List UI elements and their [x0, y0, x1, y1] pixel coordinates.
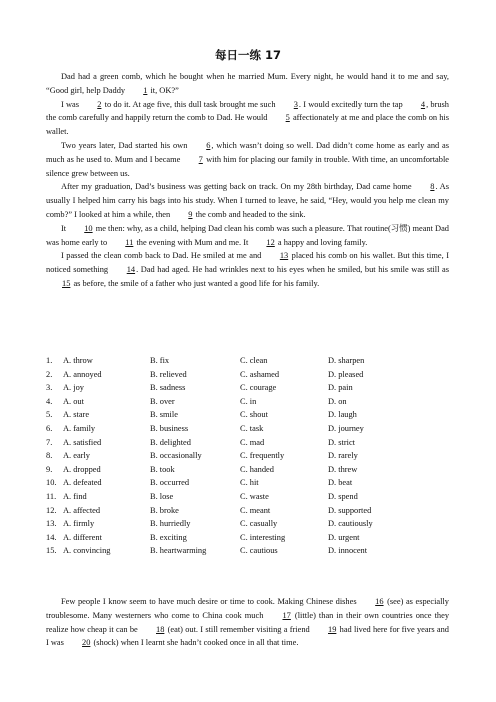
option-b: B. occurred — [150, 478, 190, 488]
option-b: B. smile — [150, 410, 178, 420]
paragraph — [46, 180, 449, 221]
option-d: D. cautiously — [328, 519, 373, 529]
option-d: D. innocent — [328, 546, 368, 556]
passage-text: a happy and loving family. — [275, 237, 368, 247]
passage-text: it, OK?” — [148, 85, 179, 95]
question-number: 1. — [46, 356, 53, 365]
option-c: C. task — [240, 423, 264, 433]
blank-number: 4 — [420, 99, 426, 109]
question-number: 13. — [46, 519, 57, 529]
option-row — [46, 408, 449, 422]
passage-text: , brush the comb carefully and happily return the comb to Dad. He would — [46, 99, 449, 123]
passage-text: . I would excitedly turn the tap — [298, 99, 405, 109]
option-d: D. journey — [328, 423, 364, 433]
option-d: D. supported — [328, 505, 372, 515]
passage-text: , which wasn’t doing so well. Dad didn’t come home as early and as much as he used to. Mum and I became — [46, 140, 449, 164]
blank-number: 5 — [285, 113, 290, 123]
option-row — [46, 504, 449, 518]
blank-number: 16 — [375, 597, 384, 606]
question-number: 6. — [46, 423, 53, 433]
option-b: B. sadness — [150, 383, 186, 393]
question-number: 5. — [46, 410, 53, 420]
question-number: 7. — [46, 437, 53, 447]
blank-number: 19 — [328, 624, 337, 634]
blank-number: 14 — [126, 265, 136, 275]
option-b: B. occasionally — [150, 451, 202, 461]
option-c: C. frequently — [240, 451, 285, 461]
blank-number: 18 — [156, 624, 165, 634]
option-c: C. courage — [240, 383, 277, 393]
option-a: A. dropped — [63, 464, 101, 474]
blank-number: 7 — [198, 154, 203, 164]
option-row — [46, 531, 449, 545]
question-number: 8. — [46, 451, 53, 461]
option-c: C. mad — [240, 437, 265, 447]
question-number: 10. — [46, 478, 57, 488]
option-a: A. throw — [63, 356, 93, 365]
paragraph — [46, 70, 449, 98]
option-c: C. waste — [240, 491, 269, 501]
option-row — [46, 517, 449, 531]
blank-number: 10 — [84, 223, 93, 233]
passage-text: Few people I know seem to have much desire or time to cook. Making Chinese dishes — [61, 597, 360, 606]
passage-text: After my graduation, Dad’s business was getting back on track. On my 28th birthday, Dad came home — [61, 182, 415, 192]
passage-text: (little) than in their own countries once they realize how cheap it can be — [46, 610, 450, 634]
option-row — [46, 463, 449, 477]
option-a: A. family — [63, 423, 96, 433]
blank-number: 8 — [430, 182, 435, 192]
option-row — [46, 354, 449, 368]
option-a: A. firmly — [63, 519, 95, 529]
option-row — [46, 449, 449, 463]
question-number: 4. — [46, 396, 53, 406]
option-d: D. beat — [328, 478, 353, 488]
option-b: B. relieved — [150, 369, 187, 379]
option-a: A. affected — [63, 505, 101, 515]
option-b: B. delighted — [150, 437, 191, 447]
passage-text: as before, the smile of a father who just wanted a good life for his family. — [71, 278, 320, 288]
blank-number: 17 — [282, 610, 291, 620]
paragraph — [46, 249, 449, 290]
option-a: A. joy — [63, 383, 84, 393]
paragraph — [46, 595, 449, 650]
paragraph — [46, 98, 449, 139]
blank-number: 3 — [293, 99, 298, 109]
option-c: C. casually — [240, 519, 278, 529]
option-c: C. handed — [240, 464, 274, 474]
option-row — [46, 476, 449, 490]
option-d: D. pain — [328, 383, 353, 393]
passage-text: to do it. At age five, this dull task brought me such — [102, 99, 278, 109]
option-c: C. clean — [240, 356, 268, 365]
option-a: A. annoyed — [63, 369, 102, 379]
passage-text: with him for placing our family in trouble. With time, an uncomfortable silence grew between us. — [46, 154, 449, 178]
option-b: B. took — [150, 464, 175, 474]
option-c: C. cautious — [240, 546, 278, 556]
passage-text: me then: why, as a child, helping Dad clean his comb was such a pleasure. That routine(习惯) meant Dad was home early to — [46, 223, 449, 247]
question-number: 12. — [46, 505, 57, 515]
option-row — [46, 422, 449, 436]
passage-text: I passed the clean comb back to Dad. He smiled at me and — [61, 251, 264, 261]
option-c: C. hit — [240, 478, 259, 488]
option-c: C. ashamed — [240, 369, 280, 379]
option-b: B. exciting — [150, 532, 187, 542]
passage-text: I was — [61, 99, 82, 109]
passage-text: (shock) when I learnt she hadn’t cooked once in all that time. — [91, 638, 299, 648]
option-d: D. on — [328, 396, 347, 406]
paragraph — [46, 139, 449, 180]
option-a: A. out — [63, 396, 84, 406]
option-a: A. defeated — [63, 478, 102, 488]
grammar-fill-passage — [46, 595, 449, 650]
option-d: D. laugh — [328, 410, 357, 420]
question-number: 3. — [46, 383, 53, 393]
option-d: D. strict — [328, 437, 355, 447]
question-number: 11. — [46, 491, 57, 501]
option-d: D. rarely — [328, 451, 358, 461]
option-d: D. pleased — [328, 369, 364, 379]
option-c: C. meant — [240, 505, 271, 515]
blank-number: 2 — [97, 99, 102, 109]
option-b: B. business — [150, 423, 189, 433]
option-a: A. find — [63, 491, 87, 501]
passage-text: . Dad had aged. He had wrinkles next to his eyes when he smiled, but his smile was still as — [136, 265, 449, 275]
passage-text: . As usually I helped him carry his bags into his study. When I turned to leave, he said, “Hey, would you help me clean my comb?” I looked at him a while, then — [46, 182, 449, 219]
question-number: 9. — [46, 464, 53, 474]
question-number: 14. — [46, 532, 57, 542]
passage-text: the evening with Mum and me. It — [134, 237, 251, 247]
passage-text: Two years later, Dad started his own — [61, 140, 191, 150]
paragraph — [46, 222, 449, 250]
option-row — [46, 436, 449, 450]
option-a: A. early — [63, 451, 90, 461]
option-d: D. sharpen — [328, 356, 365, 365]
option-d: D. spend — [328, 491, 358, 501]
cloze-passage-1 — [46, 70, 449, 291]
blank-number: 13 — [279, 251, 289, 261]
option-b: B. broke — [150, 505, 179, 515]
option-row — [46, 395, 449, 409]
option-a: A. stare — [63, 410, 90, 420]
option-a: A. different — [63, 532, 102, 542]
option-row — [46, 490, 449, 504]
option-c: C. shout — [240, 410, 268, 420]
options-table — [46, 354, 449, 558]
blank-number: 1 — [143, 85, 148, 95]
option-b: B. fix — [150, 356, 170, 365]
option-c: C. interesting — [240, 532, 286, 542]
option-b: B. heartwarming — [150, 546, 207, 556]
option-b: B. over — [150, 396, 175, 406]
option-a: A. satisfied — [63, 437, 102, 447]
passage-text: placed his comb on his wallet. But this time, I noticed something — [46, 251, 449, 275]
option-row — [46, 368, 449, 382]
question-number: 2. — [46, 369, 53, 379]
blank-number: 20 — [82, 638, 91, 648]
passage-text: affectionately at me and place the comb on his wallet. — [46, 113, 449, 137]
passage-text: the comb and headed to the sink. — [193, 209, 306, 219]
option-a: A. convincing — [63, 546, 111, 556]
option-b: B. lose — [150, 491, 174, 501]
blank-number: 9 — [188, 209, 193, 219]
blank-number: 11 — [125, 237, 134, 247]
option-d: D. threw — [328, 464, 358, 474]
blank-number: 15 — [62, 278, 71, 288]
blank-number: 6 — [206, 140, 211, 150]
passage-text: Dad had a green comb, which he bought when he married Mum. Every night, he would hand it to me and say, “Good girl, help Daddy — [46, 72, 449, 95]
passage-text: (see) as especially troublesome. Many westerners who come to China cook much — [46, 597, 449, 620]
option-row — [46, 544, 449, 558]
option-row — [46, 381, 449, 395]
question-number: 15. — [46, 546, 57, 556]
passage-text: had lived here for five years and I was — [46, 624, 449, 648]
page-title: 每日一练 17 — [214, 48, 281, 62]
blank-number: 12 — [266, 237, 275, 247]
option-c: C. in — [240, 396, 257, 406]
option-b: B. hurriedly — [150, 519, 191, 529]
option-d: D. urgent — [328, 532, 360, 542]
passage-text: It — [61, 223, 69, 233]
passage-text: (eat) out. I still remember visiting a friend — [165, 624, 312, 634]
